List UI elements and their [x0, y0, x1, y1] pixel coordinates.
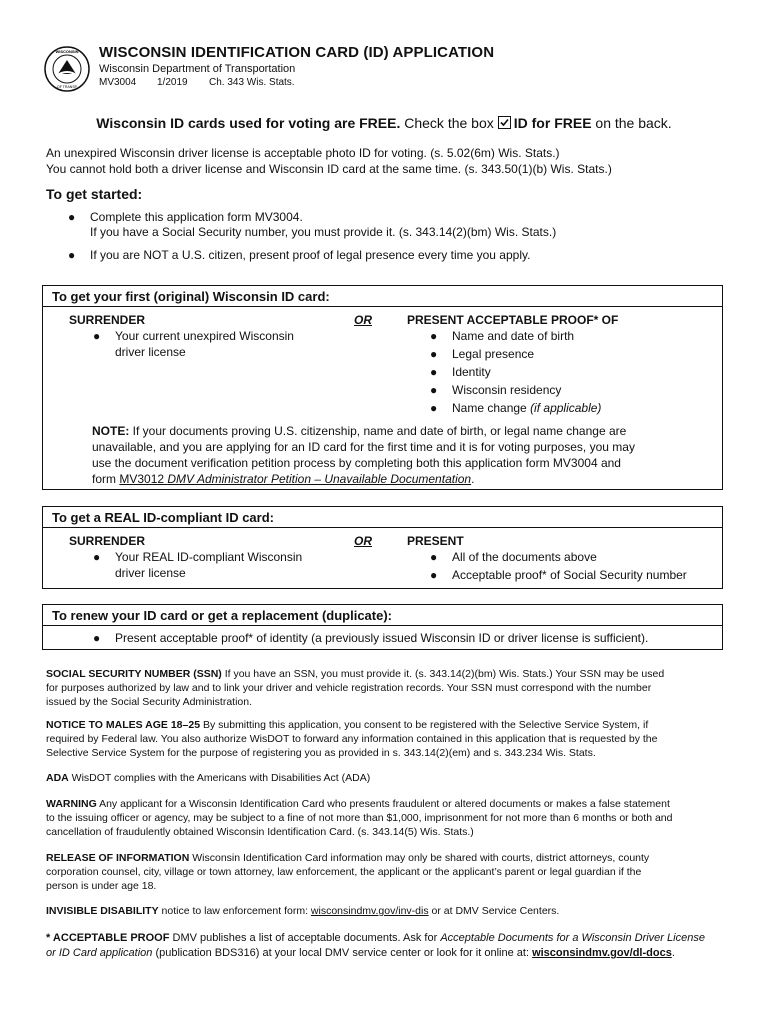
notice-line: . [671, 947, 675, 959]
present-item [430, 329, 575, 343]
present-item [430, 347, 535, 361]
mv3012-title: DMV Administrator Petition – Unavailable Documentation [167, 472, 472, 486]
note-prefix: form [92, 472, 120, 486]
form-info [99, 77, 295, 88]
notice-line: or at DMV Service Centers. [428, 905, 560, 917]
present-item [430, 550, 597, 564]
invisible-label: INVISIBLE DISABILITY [46, 905, 159, 917]
notice-line: WisDOT complies with the Americans with Disabilities Act (ADA) [68, 772, 371, 784]
release-notice [46, 851, 726, 893]
males-notice [46, 718, 726, 760]
surrender-item-line-2: driver license [115, 345, 186, 359]
notice-line: Any applicant for a Wisconsin Identification Card who presents fraudulent or altered documents or makes a false statement [96, 798, 670, 810]
or-label: OR [354, 313, 372, 327]
bullet-icon: ● [430, 568, 438, 582]
notice-line: Selective Service System for the purpose of registering you as provided in s. 343.14(2)(em) and s. 343.234 Wis. Stats. [46, 747, 596, 759]
ada-notice [46, 771, 726, 785]
proof-label: * ACCEPTABLE PROOF [46, 932, 170, 944]
surrender-item-line-2: driver license [115, 566, 186, 580]
acceptable-proof-notice [46, 931, 726, 961]
mv3012-code: MV3012 [119, 472, 165, 486]
first-id-heading: To get your first (original) Wisconsin ID card: [43, 286, 722, 307]
proof-italic: or ID Card application [46, 947, 153, 959]
ssn-label: SOCIAL SECURITY NUMBER (SSN) [46, 668, 222, 680]
present-item [430, 365, 491, 379]
notice-line: cancellation of fraudulently obtained Wisconsin Identification Card. (s. 343.14(5) Wis. Stats.) [46, 826, 474, 838]
free-id-headline [0, 115, 768, 131]
present-item [430, 568, 687, 582]
wisdot-seal-icon [44, 46, 90, 92]
notice-line: issued by the Social Security Administration. [46, 696, 253, 708]
present-label: PRESENT [407, 534, 464, 548]
invisible-disability-notice [46, 904, 726, 918]
ssn-notice [46, 667, 726, 709]
bullet-icon: ● [430, 347, 438, 361]
note-suffix: . [471, 472, 475, 486]
present-item-text: Name change [452, 401, 527, 415]
bullet-icon: ● [68, 210, 76, 224]
get-started-bullet-2 [68, 248, 708, 262]
real-id-box [42, 506, 723, 589]
bullet-line: If you have a Social Security number, you must provide it. (s. 343.14(2)(bm) Wis. Stats.) [90, 225, 557, 239]
department-name: Wisconsin Department of Transportation [99, 63, 296, 75]
present-item-text: Wisconsin residency [452, 383, 562, 397]
surrender-label: SURRENDER [69, 534, 146, 548]
surrender-label: SURRENDER [69, 313, 146, 327]
headline-tail: on the back. [595, 115, 672, 131]
intro-line-2: You cannot hold both a driver license and Wisconsin ID card at the same time. (s. 343.50(1)(b) Wis. Stats.) [46, 162, 612, 176]
notice-line: DMV publishes a list of acceptable documents. Ask for [169, 932, 441, 944]
bullet-icon: ● [68, 248, 76, 262]
present-item-text: Legal presence [452, 347, 535, 361]
dl-docs-link[interactable]: wisconsindmv.gov/dl-docs [532, 947, 672, 959]
headline-box-label: ID for FREE [513, 115, 592, 131]
warning-label: WARNING [46, 798, 97, 810]
warning-notice [46, 797, 726, 839]
bullet-icon: ● [430, 329, 438, 343]
present-item-suffix: (if applicable) [530, 401, 602, 415]
renew-heading: To renew your ID card or get a replacement (duplicate): [43, 605, 722, 626]
form-date: 1/2019 [157, 77, 188, 88]
release-label: RELEASE OF INFORMATION [46, 852, 190, 864]
bullet-icon: ● [430, 365, 438, 379]
page-title: WISCONSIN IDENTIFICATION CARD (ID) APPLICATION [99, 44, 495, 61]
bullet-icon: ● [430, 401, 438, 415]
note-line: If your documents proving U.S. citizenship, name and date of birth, or legal name change are [129, 424, 627, 438]
note-line: unavailable, and you are applying for an ID card for the first time and it is for voting purposes, you may [92, 440, 635, 454]
ada-label: ADA [46, 772, 69, 784]
proof-italic: Acceptable Documents for a Wisconsin Driver License [440, 932, 705, 944]
real-id-heading: To get a REAL ID-compliant ID card: [43, 507, 722, 528]
note-label: NOTE: [92, 424, 130, 438]
notice-line: person is under age 18. [46, 880, 157, 892]
svg-text:WISCONSIN: WISCONSIN [55, 49, 79, 54]
mv3012-link[interactable] [119, 472, 471, 486]
form-number: MV3004 [99, 77, 137, 88]
bullet-icon: ● [93, 550, 101, 564]
bullet-icon: ● [93, 631, 101, 645]
notice-line: notice to law enforcement form: [158, 905, 311, 917]
bullet-icon: ● [430, 383, 438, 397]
present-item-text: Acceptable proof* of Social Security number [452, 568, 687, 582]
intro-line-1: An unexpired Wisconsin driver license is acceptable photo ID for voting. (s. 5.02(6m) Wis. Stats.) [46, 146, 560, 160]
present-item-text: All of the documents above [452, 550, 597, 564]
surrender-item-line-1: Your current unexpired Wisconsin [115, 329, 294, 343]
svg-text:OF TRANSP: OF TRANSP [57, 85, 77, 89]
renew-item-text: Present acceptable proof* of identity (a previously issued Wisconsin ID or driver license is sufficient). [115, 631, 649, 645]
renew-item [93, 631, 649, 645]
or-label: OR [354, 534, 372, 548]
checked-box-icon [498, 116, 511, 129]
notice-line: to the issuing officer or agency, may be subject to a fine of not more than $1,000, imprisonment for not more than 6 months or both and [46, 812, 673, 824]
first-id-box [42, 285, 723, 490]
notice-line: If you have an SSN, you must provide it. (s. 343.14(2)(bm) Wis. Stats.) Your SSN may be used [221, 668, 665, 680]
surrender-item-line-1: Your REAL ID-compliant Wisconsin [115, 550, 303, 564]
first-id-note [92, 423, 717, 487]
present-item-text: Identity [452, 365, 491, 379]
inv-dis-link[interactable]: wisconsindmv.gov/inv-dis [310, 905, 429, 917]
renew-box [42, 604, 723, 650]
notice-line: for purposes authorized by law and to link your driver and vehicle registration records. Your SSN must correspond with the number [46, 682, 652, 694]
notice-line: required by Federal law. You also authorize WisDOT to forward any information contained in this application that is requested by the [46, 733, 658, 745]
notice-line: (publication BDS316) at your local DMV service center or look for it online at: [152, 947, 533, 959]
present-item-text: Name and date of birth [452, 329, 575, 343]
form-statute: Ch. 343 Wis. Stats. [209, 77, 295, 88]
get-started-bullet-1 [68, 210, 708, 239]
headline-bold: Wisconsin ID cards used for voting are FREE. [96, 115, 401, 131]
bullet-line: Complete this application form MV3004. [90, 210, 303, 224]
surrender-item [93, 329, 294, 359]
present-label: PRESENT ACCEPTABLE PROOF* OF [407, 313, 619, 327]
notice-line: Wisconsin Identification Card information may only be shared with courts, district attorneys, county [189, 852, 650, 864]
males-label: NOTICE TO MALES AGE 18–25 [46, 719, 201, 731]
present-item [430, 401, 602, 415]
surrender-item [93, 550, 303, 580]
notice-line: By submitting this application, you consent to be registered with the Selective Service System, if [200, 719, 649, 731]
get-started-heading: To get started: [46, 186, 143, 202]
bullet-icon: ● [93, 329, 101, 343]
bullet-line: If you are NOT a U.S. citizen, present proof of legal presence every time you apply. [90, 248, 531, 262]
present-item [430, 383, 562, 397]
notice-line: corporation counsel, city, village or town attorney, law enforcement, the applicant or the applicant’s parent or legal guardian if the [46, 866, 642, 878]
bullet-icon: ● [430, 550, 438, 564]
note-line: use the document verification petition process by completing both this application form MV3004 and [92, 456, 621, 470]
headline-normal: Check the box [404, 115, 494, 131]
